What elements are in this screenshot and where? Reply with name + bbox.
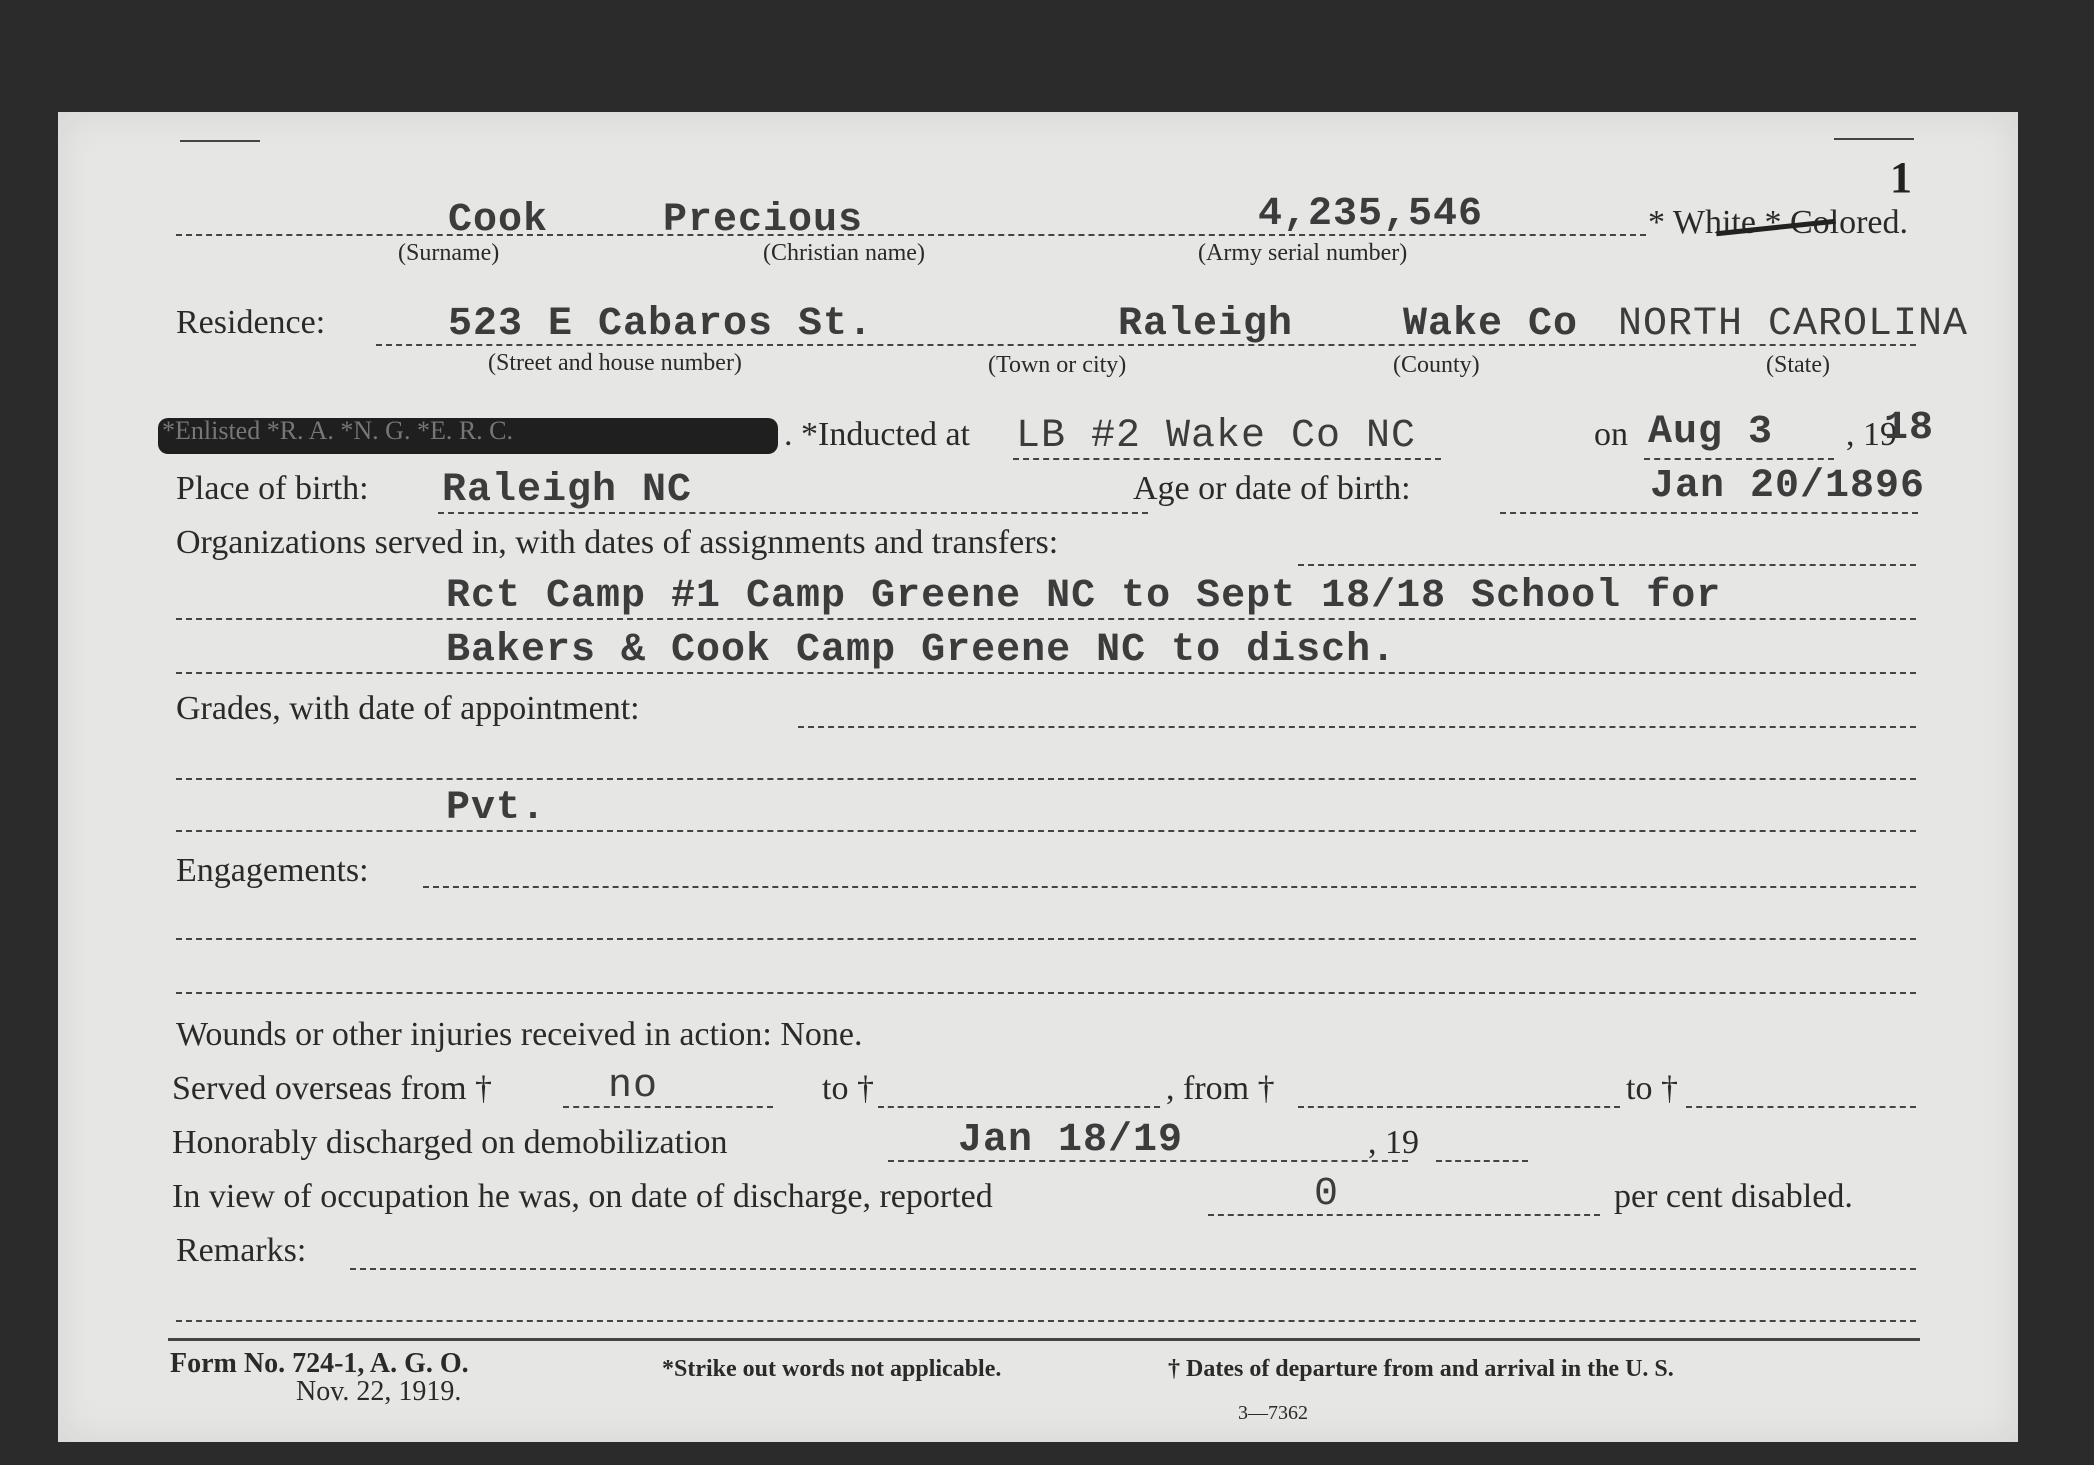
inducted-label: . *Inducted at — [784, 416, 970, 453]
age-line — [1500, 512, 1918, 514]
enlisted-label: *Enlisted *R. A. *N. G. *E. R. C. — [162, 416, 514, 445]
occupation-label: In view of occupation he was, on date of discharge, reported — [172, 1178, 993, 1215]
state-value: NORTH CAROLINA — [1618, 302, 1969, 347]
overseas-from-value: no — [608, 1064, 659, 1109]
wounds-value: None. — [780, 1016, 863, 1053]
serial-number-caption: (Army serial number) — [1198, 240, 1408, 266]
age-label: Age or date of birth: — [1133, 470, 1411, 507]
top-right-rule — [1834, 138, 1914, 140]
remarks-label: Remarks: — [176, 1232, 307, 1269]
disability-value: 0 — [1314, 1172, 1340, 1217]
place-of-birth-value: Raleigh NC — [442, 468, 693, 513]
grades-line-1 — [176, 778, 1916, 780]
engagements-line-1 — [176, 938, 1916, 940]
print-code: 3—7362 — [1238, 1402, 1308, 1424]
street-value: 523 E Cabaros St. — [448, 302, 874, 347]
dates-note: † Dates of departure from and arrival in the U. S. — [1168, 1356, 1674, 1382]
inducted-value: LB #2 Wake Co NC — [1016, 414, 1417, 459]
form-number: Form No. 724-1, A. G. O. — [170, 1348, 469, 1379]
organizations-label: Organizations served in, with dates of assignments and transfers: — [176, 524, 1059, 561]
induction-date-line — [1644, 458, 1834, 460]
grades-line-0 — [798, 726, 1916, 728]
on-label: on — [1594, 416, 1628, 453]
colored-option: * Colored. — [1764, 204, 1909, 241]
overseas-to2-label: to † — [1626, 1070, 1678, 1107]
induction-year-value: 18 — [1884, 406, 1935, 451]
engagements-label: Engagements: — [176, 852, 369, 889]
draft-record-card — [58, 112, 2018, 1442]
induction-year-prefix: , 19 — [1846, 416, 1897, 453]
strike-out-note: *Strike out words not applicable. — [662, 1356, 1002, 1382]
engagements-line-2 — [176, 992, 1916, 994]
christian-name-caption: (Christian name) — [763, 240, 925, 266]
state-caption: (State) — [1766, 352, 1830, 378]
wounds-label — [176, 1016, 863, 1054]
footer-rule — [168, 1338, 1920, 1341]
residence-label: Residence: — [176, 304, 326, 341]
grades-line-2 — [176, 830, 1916, 832]
street-caption: (Street and house number) — [488, 350, 742, 376]
engagements-line-0 — [423, 886, 1916, 888]
overseas-from-line — [563, 1106, 773, 1108]
grades-value: Pvt. — [446, 786, 547, 831]
serial-number-value: 4,235,546 — [1258, 192, 1484, 237]
overseas-label: Served overseas from † — [172, 1070, 493, 1107]
organizations-value-2: Bakers & Cook Camp Greene NC to disch. — [446, 628, 1397, 673]
card-number: 1 — [1890, 153, 1912, 202]
organizations-line-0 — [1298, 564, 1916, 566]
overseas-to-label: to † — [822, 1070, 874, 1107]
overseas-from2-label: , from † — [1166, 1070, 1275, 1107]
race-label — [1648, 204, 1908, 242]
discharge-date-value: Jan 18/19 — [958, 1118, 1184, 1163]
discharge-year-line — [1436, 1160, 1528, 1162]
overseas-to-line — [878, 1106, 1160, 1108]
percent-disabled-label: per cent disabled. — [1614, 1178, 1853, 1215]
wounds-question: Wounds or other injuries received in action: — [176, 1016, 772, 1053]
town-caption: (Town or city) — [988, 352, 1127, 378]
organizations-value-1: Rct Camp #1 Camp Greene NC to Sept 18/18 School for — [446, 574, 1722, 619]
overseas-from2-line — [1298, 1106, 1620, 1108]
discharge-label: Honorably discharged on demobilization — [172, 1124, 728, 1161]
county-value: Wake Co — [1403, 302, 1579, 347]
top-left-rule — [180, 140, 260, 142]
discharge-year-prefix: , 19 — [1368, 1124, 1419, 1161]
christian-name-value: Precious — [663, 198, 864, 243]
surname-caption: (Surname) — [398, 240, 500, 266]
remarks-line-0 — [350, 1268, 1916, 1270]
surname-value: Cook — [448, 198, 549, 243]
date-of-birth-value: Jan 20/1896 — [1650, 464, 1926, 509]
town-value: Raleigh — [1118, 302, 1294, 347]
disability-line — [1208, 1214, 1600, 1216]
county-caption: (County) — [1393, 352, 1480, 378]
white-option: * White — [1648, 204, 1756, 241]
remarks-line-1 — [176, 1320, 1916, 1322]
induction-date-value: Aug 3 — [1648, 410, 1774, 455]
form-date: Nov. 22, 1919. — [296, 1376, 462, 1407]
grades-label: Grades, with date of appointment: — [176, 690, 640, 727]
overseas-to2-line — [1686, 1106, 1916, 1108]
place-of-birth-label: Place of birth: — [176, 470, 369, 507]
